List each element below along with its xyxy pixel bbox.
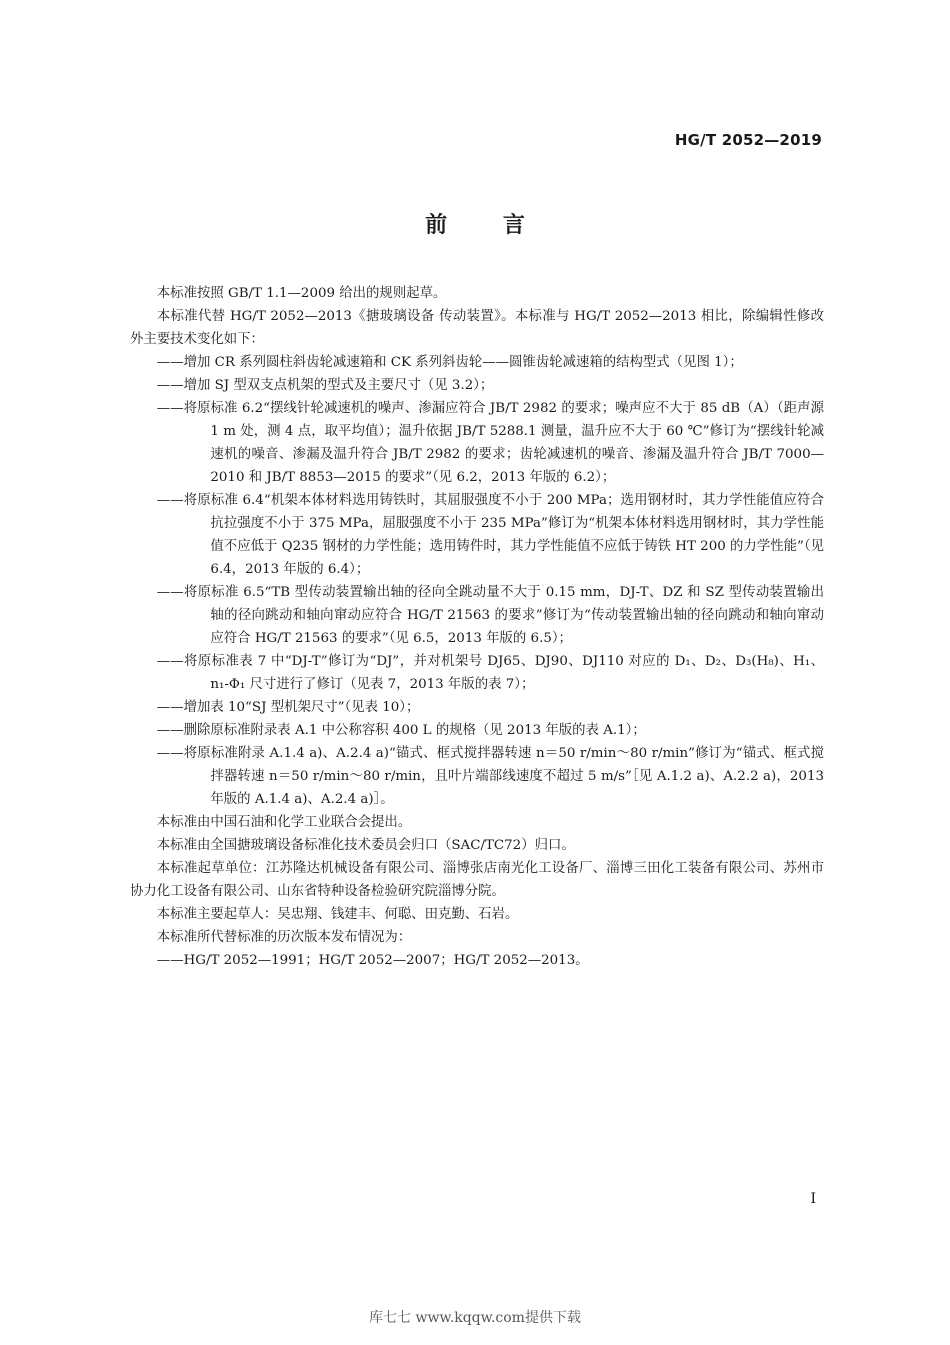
history-list: ——HG/T 2052—1991；HG/T 2052—2007；HG/T 2052—2013。 [156, 953, 589, 968]
paragraph-proposer: 本标准由中国石油和化学工业联合会提出。 [156, 815, 412, 830]
change-item: ——增加 CR 系列圆柱斜齿轮减速箱和 CK 系列斜齿轮——圆锥齿轮减速箱的结构型式（见图 1）； [156, 355, 743, 370]
change-item: ——增加 SJ 型双支点机架的型式及主要尺寸（见 3.2）； [156, 378, 494, 393]
foreword-body [130, 282, 824, 972]
standard-code: HG/T 2052—2019 [674, 131, 822, 149]
watermark-footer: 库七七 www.kqqw.com提供下载 [369, 1310, 581, 1326]
page-number: I [810, 1191, 816, 1207]
paragraph-drafting-rule: 本标准按照 GB/T 1.1—2009 给出的规则起草。 [156, 286, 447, 301]
change-item: ——将原标准 6.4“机架本体材料选用铸铁时，其屈服强度不小于 200 MPa；选用钢材时，其力学性能值应符合抗拉强度不小于 375 MPa，屈服强度不小于 235 MPa”修订为“机架本体材料选用钢材时，其力学性能值不应低于 Q235 钢材的力学性能；选用铸件时，其力学性能值不应低于铸铁 HT 200 的力学性能”（见 6.4，2013 年版的 6.4）； [156, 493, 824, 577]
paragraph-history-intro: 本标准所代替标准的历次版本发布情况为： [156, 930, 412, 945]
change-item: ——将原标准 6.2“摆线针轮减速机的噪声、渗漏应符合 JB/T 2982 的要求；噪声应不大于 85 dB（A）（距声源 1 m 处，测 4 点，取平均值）；温升依据 JB/T 5288.1 测量，温升应不大于 60 ℃”修订为“摆线针轮减速机的噪音、渗漏及温升符合 JB/T 2982 的要求；齿轮减速机的噪音、渗漏及温升符合 JB/T 7000—2010 和 JB/T 8853—2015 的要求”（见 6.2，2013 年版的 6.2）； [156, 401, 824, 485]
change-item: ——删除原标准附录表 A.1 中公称容积 400 L 的规格（见 2013 年版的表 A.1）； [156, 723, 646, 738]
paragraph-replacement: 本标准代替 HG/T 2052—2013《搪玻璃设备 传动装置》。本标准与 HG/T 2052—2013 相比，除编辑性修改外主要技术变化如下： [130, 309, 824, 347]
change-item: ——增加表 10“SJ 型机架尺寸”（见表 10）； [156, 700, 420, 715]
title-char-1: 前 [425, 213, 448, 238]
change-item: ——将原标准 6.5“TB 型传动装置输出轴的径向全跳动量不大于 0.15 mm，DJ-T、DZ 和 SZ 型传动装置输出轴的径向跳动和轴向窜动应符合 HG/T 21563 的要求”修订为“传动装置输出轴的径向跳动和轴向窜动应符合 HG/T 21563 的要求”（见 6.5，2013 年版的 6.5）； [156, 585, 824, 646]
change-item: ——将原标准表 7 中“DJ-T”修订为“DJ”，并对机架号 DJ65、DJ90、DJ110 对应的 D₁、D₂、D₃(H₈)、H₁、n₁-Φ₁ 尺寸进行了修订（见表 7，2013 年版的表 7）； [156, 654, 824, 692]
title-char-2: 言 [502, 213, 525, 238]
page-title [0, 208, 950, 239]
paragraph-drafting-units: 本标准起草单位：江苏隆达机械设备有限公司、淄博张店南光化工设备厂、淄博三田化工装备有限公司、苏州市协力化工设备有限公司、山东省特种设备检验研究院淄博分院。 [130, 861, 824, 899]
paragraph-committee: 本标准由全国搪玻璃设备标准化技术委员会归口（SAC/TC72）归口。 [156, 838, 575, 853]
change-item: ——将原标准附录 A.1.4 a)、A.2.4 a)“锚式、框式搅拌器转速 n＝50 r/min～80 r/min”修订为“锚式、框式搅拌器转速 n＝50 r/min～80 r/min，且叶片端部线速度不超过 5 m/s”［见 A.1.2 a)、A.2.2 a)，2013 年版的 A.1.4 a)、A.2.4 a)］。 [156, 746, 824, 807]
paragraph-drafters: 本标准主要起草人：吴忠翔、钱建丰、何聪、田克勤、石岩。 [156, 907, 519, 922]
